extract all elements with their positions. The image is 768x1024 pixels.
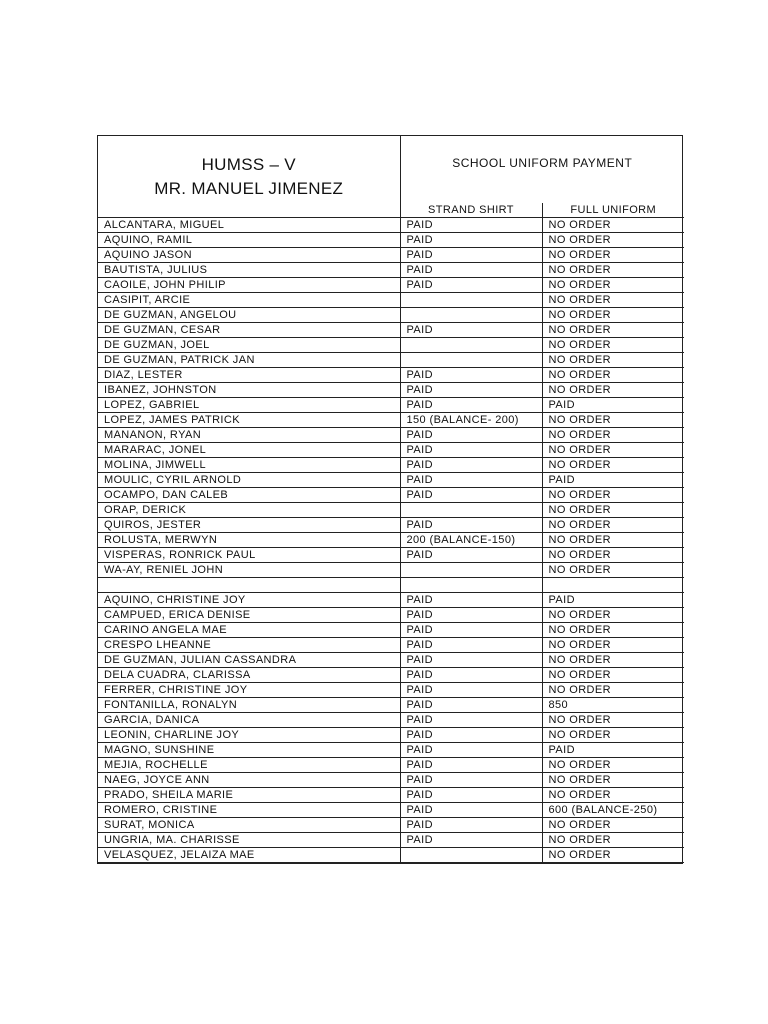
column-header-full-uniform: FULL UNIFORM xyxy=(542,203,684,218)
table-row xyxy=(98,833,684,848)
table-row xyxy=(98,548,684,563)
full-uniform-status: NO ORDER xyxy=(542,758,684,773)
student-name: MANANON, RYAN xyxy=(98,428,400,443)
full-uniform-status: NO ORDER xyxy=(542,338,684,353)
full-uniform-status: NO ORDER xyxy=(542,428,684,443)
section-title: HUMSS – V xyxy=(201,154,296,174)
student-name: MARARAC, JONEL xyxy=(98,443,400,458)
student-name: FONTANILLA, RONALYN xyxy=(98,698,400,713)
full-uniform-status: NO ORDER xyxy=(542,233,684,248)
table-row xyxy=(98,563,684,578)
student-name: MOLINA, JIMWELL xyxy=(98,458,400,473)
student-name: DE GUZMAN, ANGELOU xyxy=(98,308,400,323)
student-name: CRESPO LHEANNE xyxy=(98,638,400,653)
student-name: OCAMPO, DAN CALEB xyxy=(98,488,400,503)
strand-shirt-status: PAID xyxy=(400,278,542,293)
strand-shirt-status: PAID xyxy=(400,263,542,278)
student-name: CAOILE, JOHN PHILIP xyxy=(98,278,400,293)
table-row xyxy=(98,533,684,548)
table-row xyxy=(98,458,684,473)
full-uniform-status: NO ORDER xyxy=(542,683,684,698)
strand-shirt-status: PAID xyxy=(400,428,542,443)
full-uniform-status: PAID xyxy=(542,398,684,413)
table-row xyxy=(98,713,684,728)
strand-shirt-status: PAID xyxy=(400,713,542,728)
full-uniform-status: NO ORDER xyxy=(542,323,684,338)
full-uniform-status: NO ORDER xyxy=(542,218,684,233)
strand-shirt-status: PAID xyxy=(400,698,542,713)
full-uniform-status: NO ORDER xyxy=(542,488,684,503)
full-uniform-status: PAID xyxy=(542,593,684,608)
strand-shirt-status: PAID xyxy=(400,518,542,533)
strand-shirt-status xyxy=(400,353,542,368)
full-uniform-status: NO ORDER xyxy=(542,353,684,368)
student-name: LOPEZ, JAMES PATRICK xyxy=(98,413,400,428)
table-row xyxy=(98,518,684,533)
student-name: DIAZ, LESTER xyxy=(98,368,400,383)
strand-shirt-status xyxy=(400,308,542,323)
full-uniform-status: NO ORDER xyxy=(542,548,684,563)
student-name xyxy=(98,578,400,593)
strand-shirt-status: PAID xyxy=(400,368,542,383)
student-name: NAEG, JOYCE ANN xyxy=(98,773,400,788)
student-name: DE GUZMAN, JULIAN CASSANDRA xyxy=(98,653,400,668)
strand-shirt-status: PAID xyxy=(400,728,542,743)
strand-shirt-status: PAID xyxy=(400,548,542,563)
full-uniform-status: NO ORDER xyxy=(542,818,684,833)
student-name: DE GUZMAN, JOEL xyxy=(98,338,400,353)
table-row xyxy=(98,308,684,323)
full-uniform-status: NO ORDER xyxy=(542,788,684,803)
table-row xyxy=(98,593,684,608)
table-row xyxy=(98,683,684,698)
header-row xyxy=(98,136,684,203)
student-name: FERRER, CHRISTINE JOY xyxy=(98,683,400,698)
strand-shirt-status: PAID xyxy=(400,398,542,413)
adviser-name: MR. MANUEL JIMENEZ xyxy=(154,178,344,198)
table-row xyxy=(98,248,684,263)
table-row xyxy=(98,818,684,833)
student-name: ORAP, DERICK xyxy=(98,503,400,518)
student-name: QUIROS, JESTER xyxy=(98,518,400,533)
student-name: AQUINO, RAMIL xyxy=(98,233,400,248)
student-name: DE GUZMAN, CESAR xyxy=(98,323,400,338)
table-row xyxy=(98,578,684,593)
student-name: MOULIC, CYRIL ARNOLD xyxy=(98,473,400,488)
strand-shirt-status: PAID xyxy=(400,593,542,608)
strand-shirt-status xyxy=(400,578,542,593)
table-row xyxy=(98,758,684,773)
payment-table-body xyxy=(98,136,684,863)
student-name: ROLUSTA, MERWYN xyxy=(98,533,400,548)
student-name: CASIPIT, ARCIE xyxy=(98,293,400,308)
full-uniform-status: NO ORDER xyxy=(542,248,684,263)
student-name: BAUTISTA, JULIUS xyxy=(98,263,400,278)
full-uniform-status: NO ORDER xyxy=(542,833,684,848)
full-uniform-status xyxy=(542,578,684,593)
student-name: AQUINO JASON xyxy=(98,248,400,263)
full-uniform-status: NO ORDER xyxy=(542,713,684,728)
student-name: GARCIA, DANICA xyxy=(98,713,400,728)
table-row xyxy=(98,233,684,248)
uniform-payment-sheet xyxy=(97,135,683,864)
student-name: WA-AY, RENIEL JOHN xyxy=(98,563,400,578)
table-row xyxy=(98,443,684,458)
table-row xyxy=(98,773,684,788)
strand-shirt-status: PAID xyxy=(400,788,542,803)
full-uniform-status: NO ORDER xyxy=(542,443,684,458)
table-row xyxy=(98,848,684,863)
student-name: VISPERAS, RONRICK PAUL xyxy=(98,548,400,563)
table-row xyxy=(98,413,684,428)
full-uniform-status: NO ORDER xyxy=(542,773,684,788)
full-uniform-status: NO ORDER xyxy=(542,383,684,398)
full-uniform-status: NO ORDER xyxy=(542,518,684,533)
full-uniform-status: PAID xyxy=(542,743,684,758)
table-row xyxy=(98,383,684,398)
strand-shirt-status: PAID xyxy=(400,803,542,818)
full-uniform-status: NO ORDER xyxy=(542,503,684,518)
full-uniform-status: NO ORDER xyxy=(542,563,684,578)
student-name: AQUINO, CHRISTINE JOY xyxy=(98,593,400,608)
full-uniform-status: NO ORDER xyxy=(542,848,684,863)
strand-shirt-status xyxy=(400,848,542,863)
student-name: DE GUZMAN, PATRICK JAN xyxy=(98,353,400,368)
strand-shirt-status xyxy=(400,503,542,518)
full-uniform-status: NO ORDER xyxy=(542,623,684,638)
strand-shirt-status xyxy=(400,338,542,353)
strand-shirt-status: PAID xyxy=(400,383,542,398)
full-uniform-status: NO ORDER xyxy=(542,668,684,683)
student-name: ALCANTARA, MIGUEL xyxy=(98,218,400,233)
table-row xyxy=(98,218,684,233)
strand-shirt-status xyxy=(400,563,542,578)
table-row xyxy=(98,623,684,638)
table-row xyxy=(98,353,684,368)
full-uniform-status: NO ORDER xyxy=(542,653,684,668)
table-row xyxy=(98,743,684,758)
full-uniform-status: NO ORDER xyxy=(542,263,684,278)
student-name: ROMERO, CRISTINE xyxy=(98,803,400,818)
strand-shirt-status: PAID xyxy=(400,743,542,758)
table-row xyxy=(98,728,684,743)
student-name: CARINO ANGELA MAE xyxy=(98,623,400,638)
strand-shirt-status: PAID xyxy=(400,833,542,848)
student-name: MAGNO, SUNSHINE xyxy=(98,743,400,758)
table-row xyxy=(98,323,684,338)
strand-shirt-status: PAID xyxy=(400,773,542,788)
strand-shirt-status: PAID xyxy=(400,323,542,338)
strand-shirt-status: PAID xyxy=(400,623,542,638)
full-uniform-status: NO ORDER xyxy=(542,728,684,743)
table-row xyxy=(98,428,684,443)
table-row xyxy=(98,398,684,413)
table-row xyxy=(98,488,684,503)
student-name: LEONIN, CHARLINE JOY xyxy=(98,728,400,743)
strand-shirt-status xyxy=(400,293,542,308)
table-row xyxy=(98,788,684,803)
group-header: SCHOOL UNIFORM PAYMENT xyxy=(400,136,684,203)
table-row xyxy=(98,278,684,293)
student-name: PRADO, SHEILA MARIE xyxy=(98,788,400,803)
student-name: IBANEZ, JOHNSTON xyxy=(98,383,400,398)
table-row xyxy=(98,263,684,278)
strand-shirt-status: PAID xyxy=(400,488,542,503)
table-row xyxy=(98,803,684,818)
full-uniform-status: 600 (BALANCE-250) xyxy=(542,803,684,818)
strand-shirt-status: PAID xyxy=(400,248,542,263)
table-row xyxy=(98,503,684,518)
strand-shirt-status: 200 (BALANCE-150) xyxy=(400,533,542,548)
strand-shirt-status: PAID xyxy=(400,638,542,653)
strand-shirt-status: PAID xyxy=(400,473,542,488)
table-row xyxy=(98,653,684,668)
table-row xyxy=(98,638,684,653)
full-uniform-status: NO ORDER xyxy=(542,608,684,623)
strand-shirt-status: PAID xyxy=(400,608,542,623)
strand-shirt-status: PAID xyxy=(400,668,542,683)
strand-shirt-status: PAID xyxy=(400,683,542,698)
full-uniform-status: 850 xyxy=(542,698,684,713)
table-row xyxy=(98,608,684,623)
table-row xyxy=(98,338,684,353)
strand-shirt-status: PAID xyxy=(400,653,542,668)
full-uniform-status: NO ORDER xyxy=(542,533,684,548)
student-name: SURAT, MONICA xyxy=(98,818,400,833)
strand-shirt-status: PAID xyxy=(400,818,542,833)
student-name: VELASQUEZ, JELAIZA MAE xyxy=(98,848,400,863)
section-title-cell xyxy=(98,136,400,218)
full-uniform-status: NO ORDER xyxy=(542,368,684,383)
full-uniform-status: NO ORDER xyxy=(542,413,684,428)
strand-shirt-status: PAID xyxy=(400,233,542,248)
full-uniform-status: NO ORDER xyxy=(542,293,684,308)
student-name: LOPEZ, GABRIEL xyxy=(98,398,400,413)
strand-shirt-status: PAID xyxy=(400,458,542,473)
student-name: DELA CUADRA, CLARISSA xyxy=(98,668,400,683)
full-uniform-status: PAID xyxy=(542,473,684,488)
strand-shirt-status: PAID xyxy=(400,758,542,773)
strand-shirt-status: PAID xyxy=(400,218,542,233)
student-name: MEJIA, ROCHELLE xyxy=(98,758,400,773)
payment-table xyxy=(98,136,684,863)
table-row xyxy=(98,293,684,308)
strand-shirt-status: PAID xyxy=(400,443,542,458)
student-name: CAMPUED, ERICA DENISE xyxy=(98,608,400,623)
full-uniform-status: NO ORDER xyxy=(542,638,684,653)
column-header-strand-shirt: STRAND SHIRT xyxy=(400,203,542,218)
strand-shirt-status: 150 (BALANCE- 200) xyxy=(400,413,542,428)
table-row xyxy=(98,698,684,713)
table-row xyxy=(98,473,684,488)
full-uniform-status: NO ORDER xyxy=(542,308,684,323)
full-uniform-status: NO ORDER xyxy=(542,458,684,473)
table-row xyxy=(98,368,684,383)
full-uniform-status: NO ORDER xyxy=(542,278,684,293)
table-row xyxy=(98,668,684,683)
student-name: UNGRIA, MA. CHARISSE xyxy=(98,833,400,848)
